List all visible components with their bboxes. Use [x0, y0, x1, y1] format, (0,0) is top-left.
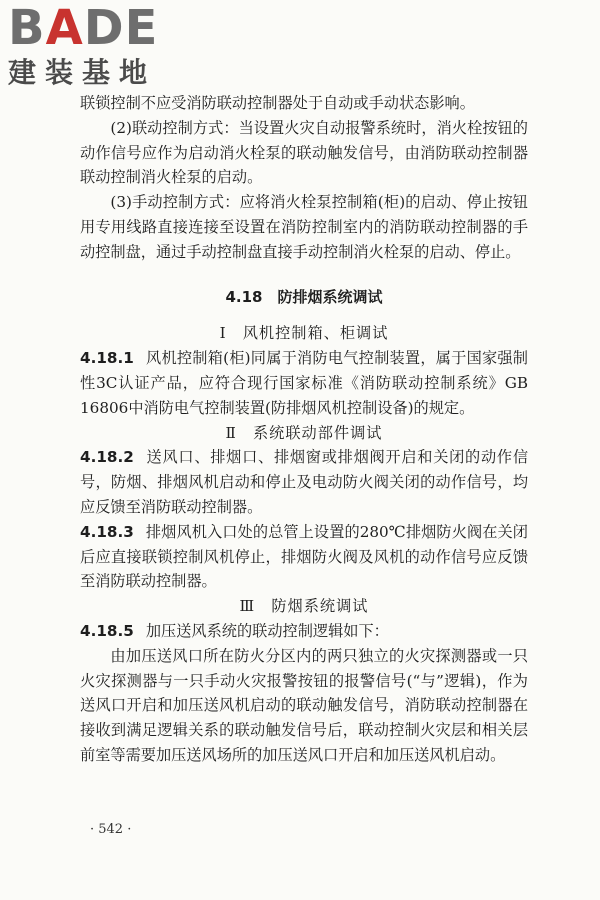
clause-number: 4.18.3 — [80, 522, 134, 541]
clause-4-18-2 — [80, 445, 528, 519]
document-page-body — [80, 91, 528, 768]
subsection-title-3: Ⅲ 防烟系统调试 — [239, 597, 369, 616]
brand-letter-b: B — [8, 0, 46, 56]
page-number: · 542 · — [90, 822, 132, 837]
clause-4-18-5 — [80, 619, 528, 644]
paragraph-continuation: 联锁控制不应受消防联动控制器处于自动或手动状态影响。 — [80, 94, 475, 112]
clause-number: 4.18.1 — [80, 349, 134, 368]
clause-number: 4.18.2 — [80, 448, 134, 467]
brand-letters-rest: DE — [83, 0, 159, 56]
section-title-4-18: 4.18 防排烟系统调试 — [225, 287, 383, 306]
clause-text: 排烟风机入口处的总管上设置的280℃排烟防火阀在关闭后应直接联锁控制风机停止，排烟防火阀及风机的动作信号应反馈至消防联动控制器。 — [80, 522, 528, 591]
clause-text: 送风口、排烟口、排烟窗或排烟阀开启和关闭的动作信号，防烟、排烟风机启动和停止及电动防火阀关闭的动作信号，均应反馈至消防联动控制器。 — [80, 448, 528, 516]
brand-logo — [8, 2, 178, 94]
clause-text: 风机控制箱(柜)同属于消防电气控制装置，属于国家强制性3C认证产品，应符合现行国家标准《消防联动控制系统》GB 16806中消防电气控制装置(防排烟风机控制设备)的规定。 — [80, 349, 528, 417]
clause-text: 加压送风系统的联动控制逻辑如下： — [145, 621, 389, 640]
paragraph-manual-control: (3)手动控制方式：应将消火栓泵控制箱(柜)的启动、停止按钮用专用线路直接连接至设置在消防控制室内的消防联动控制器的手动控制盘，通过手动控制盘直接手动控制消火栓泵的启动、停止。 — [80, 193, 528, 261]
brand-logo-subtitle: 建装基地 — [8, 56, 157, 89]
paragraph-pressurization-logic: 由加压送风口所在防火分区内的两只独立的火灾探测器或一只火灾探测器与一只手动火灾报警按钮的报警信号(“与”逻辑)，作为送风口开启和加压送风机启动的联动触发信号，消防联动控制器在接收到满足逻辑关系的联动触发信号后，联动控制火灾层和相关层前室等需要加压送风场所的加压送风口开启和加压送风机启动。 — [80, 646, 528, 764]
brand-logo-wordmark — [8, 2, 178, 54]
subsection-title-2: Ⅱ 系统联动部件调试 — [225, 423, 383, 442]
brand-letter-a: A — [45, 0, 84, 56]
clause-4-18-1 — [80, 346, 528, 420]
paragraph-linkage-control: (2)联动控制方式：当设置火灾自动报警系统时，消火栓按钮的动作信号应作为启动消火栓泵的联动触发信号，由消防联动控制器联动控制消火栓泵的启动。 — [80, 118, 528, 187]
subsection-title-1: Ⅰ 风机控制箱、柜调试 — [219, 324, 389, 343]
clause-number: 4.18.5 — [80, 621, 134, 640]
clause-4-18-3 — [80, 520, 528, 594]
